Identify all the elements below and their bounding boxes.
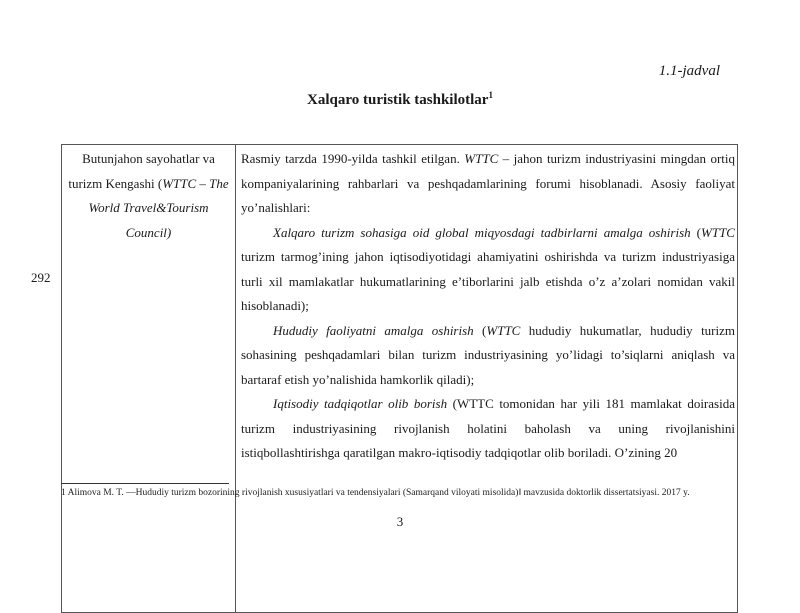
footnote-divider [61,483,229,484]
list-item [241,392,735,466]
page-title [0,90,800,109]
side-page-number: 292 [31,270,51,285]
title-footnote-mark: 1 [488,90,493,100]
item-abbr: WTTC [486,322,521,338]
description-body [241,147,735,612]
list-item [241,221,735,319]
item-abbr: WTTC [701,224,735,240]
table-number: 1.1-jadval [658,63,720,79]
footnote: 1 Alimova M. T. —Hududiy turizm bozorining rivojlanish xususiyatlari va tendensiyalari (Samarqand viloyati misolida)‖ mavzusida doktorlik dissertatsiyasi. 2017 y. [61,488,690,498]
item-paren: ( [447,396,457,411]
organization-description-cell [236,145,738,613]
intro-rest: – jahon turizm industriyasini mingdan ortiq kompaniyalarining rahbarlari va peshqadamlarining forumi hisoblanadi. Asosiy faoliyat yo’nalishlari: [241,151,735,215]
table-row [62,145,738,613]
item-text: turizm tarmog’ining jahon iqtisodiyotidagi ahamiyatini oshirishda va turizm industriyasiga turli xil mamlakatlar hukumatlarining e’tiborlarini jalb etishda o’z a’zolari nomidan vakil hisoblanadi); [241,249,735,313]
item-paren: ( [690,224,702,240]
organizations-table [61,144,738,613]
item-title: Iqtisodiy tadqiqotlar olib borish [273,396,448,411]
item-text: WTTC tomonidan har yili 181 mamlakat doirasida turizm industriyasining rivojlanish holatini baholash va uning rivojlanishini istiqbollashtirishga qaratilgan makro-iqtisodiy tadqiqotlar olib boriladi. O’zining 20 [241,396,735,460]
organization-name-italic: WTTC – The World Travel&Tourism Council) [88,175,229,240]
intro-abbr: WTTC [464,151,499,166]
organization-name: Butunjahon sayohatlar va turizm Kengashi ( [68,151,215,191]
item-title: Hududiy faoliyatni amalga oshirish [273,322,474,338]
list-item [241,319,735,393]
page-number: 3 [396,514,404,529]
item-title: Xalqaro turizm sohasiga oid global miqyosdagi tadbirlarni amalga oshirish [273,224,691,240]
intro-lead: Rasmiy tarzda 1990-yilda tashkil etilgan. [241,151,465,166]
organization-name-cell [62,145,236,613]
item-paren: ( [473,322,487,338]
title-text: Xalqaro turistik tashkilotlar [307,92,489,108]
item-text: hududiy hukumatlar, hududiy turizm sohasining peshqadamlari bilan turizm industriyasining yo’lidagi to’siqlarni aniqlash va bartaraf etish yo’nalishida hamkorlik qiladi); [241,322,735,387]
